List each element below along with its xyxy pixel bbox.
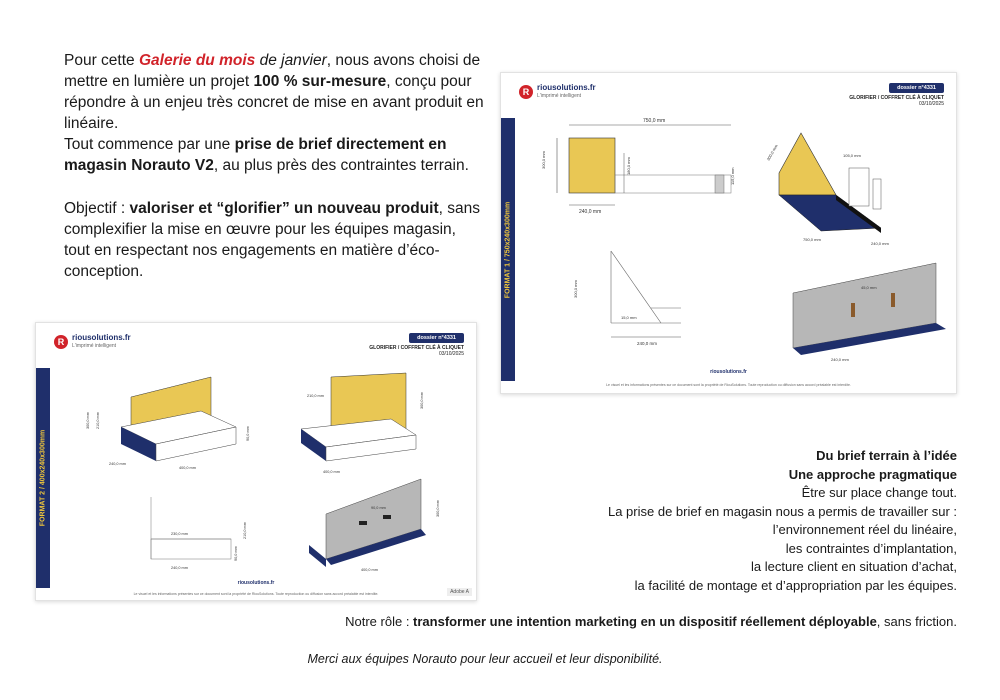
section-subheading: Une approche pragmatique	[788, 466, 957, 482]
format-band: FORMAT 1 / 750x240x300mm	[501, 118, 515, 381]
technical-sheet-format-2	[35, 322, 477, 601]
dim-label: 45,0 mm	[861, 285, 877, 290]
dossier-badge: dossier n°4331	[409, 333, 464, 343]
dim-label: 240,0 mm	[171, 566, 188, 570]
dim-label: 300,0 mm	[541, 151, 546, 169]
dossier-badge: dossier n°4331	[889, 83, 944, 93]
list-item: la lecture client en situation d’achat,	[751, 559, 957, 574]
list-item: la facilité de montage et d’appropriation par les équipes.	[634, 577, 957, 593]
intro-paragraph-1: Pour cette Galerie du mois de janvier, nous avons choisi de mettre en lumière un projet 100 % sur-mesure, conçu pour répondre à un enjeu très concret de mise en avant produit en linéaire.	[64, 52, 484, 132]
role-statement: Notre rôle : transformer une intention marketing en un dispositif réellement déployable, sans friction.	[345, 614, 957, 629]
thanks-note: Merci aux équipes Norauto pour leur accueil et leur disponibilité.	[307, 652, 663, 666]
dim-label: 115,0 mm	[730, 167, 735, 185]
footer-disclaimer: Le visuel et les informations présentes sur ce document sont la propriété de RiouSolutions. Toute reproduction ou diffusion sans accord préalable est interdite.	[133, 592, 379, 596]
intro-paragraph-3: Objectif : valoriser et “glorifier” un nouveau produit, sans complexifier la mise en œuvre pour les équipes magasin, tout en respectant nos engagements en matière d’éco-conception.	[64, 200, 481, 280]
list-item: les contraintes d’implantation,	[785, 540, 957, 556]
dim-label: 210,0 mm	[307, 394, 324, 398]
technical-drawing	[531, 113, 951, 368]
text-line: La prise de brief en magasin nous a permis de travailler sur :	[607, 503, 957, 519]
dim-label: 90,0 mm	[234, 546, 238, 561]
footer-logo: riousolutions.fr	[237, 580, 275, 586]
approach-section	[497, 447, 957, 595]
logo-icon: R	[519, 85, 533, 99]
text-line: Être sur place change tout.	[801, 485, 957, 500]
dim-label: 105,0 mm	[843, 153, 861, 158]
dim-label: 750,0 mm	[803, 237, 821, 242]
adobe-tag: Adobe A	[447, 588, 472, 596]
footer-logo: riousolutions.fr	[710, 369, 747, 375]
dim-label: 90,0 mm	[246, 426, 250, 441]
rio-logo: R riousolutions.fr L'imprimé intelligent	[54, 333, 131, 351]
dim-label: 240,0 mm	[579, 209, 602, 215]
dim-label: 300,0 mm	[573, 280, 578, 298]
dim-label: 300,0 mm	[420, 392, 424, 409]
footer-disclaimer: Le visuel et les informations présentes sur ce document sont la propriété de RiouSolutions. Toute reproduction ou diffusion sans accord préalable est interdite.	[606, 383, 851, 387]
technical-drawing	[61, 349, 471, 574]
section-heading: Du brief terrain à l’idée	[816, 448, 957, 463]
intro-text	[64, 50, 484, 282]
dim-label: 400,0 mm	[179, 466, 196, 470]
dim-label: 180,0 mm	[626, 157, 631, 175]
list-item: l’environnement réel du linéaire,	[772, 522, 957, 537]
dim-label: 750,0 mm	[643, 118, 666, 124]
dim-label: 240,0 mm	[831, 357, 849, 362]
dim-label: 240,0 mm	[637, 341, 658, 346]
dim-label: 240,0 mm	[109, 462, 126, 466]
dim-label: 400,0 mm	[361, 568, 378, 572]
dim-label: 300,0 mm	[86, 412, 90, 429]
rio-logo: R riousolutions.fr L'imprimé intelligent	[519, 83, 596, 101]
format-band: FORMAT 2 / 400x240x300mm	[36, 368, 50, 588]
dim-label: 210,0 mm	[243, 522, 247, 539]
intro-paragraph-2: Tout commence par une prise de brief directement en magasin Norauto V2, au plus près des contraintes terrain.	[64, 136, 469, 174]
sheet-title: GLORIFIER / COFFRET CLÉ À CLIQUET 03/10/2025	[369, 345, 464, 357]
sheet-title: GLORIFIER / COFFRET CLÉ À CLIQUET 03/10/2025	[849, 95, 944, 107]
dim-label: 230,0 mm	[171, 532, 188, 536]
dim-label: 210,0 mm	[96, 412, 100, 429]
dim-label: 400,0 mm	[323, 470, 340, 474]
dim-label: 90,0 mm	[371, 506, 386, 510]
dim-label: 240,0 mm	[871, 241, 889, 246]
gallery-highlight: Galerie du mois	[138, 52, 256, 69]
dim-label: 300,0 mm	[436, 500, 440, 517]
logo-icon: R	[54, 335, 68, 349]
dim-label: 300,0 mm	[765, 143, 779, 162]
technical-sheet-format-1	[500, 72, 957, 394]
dim-label: 15,0 mm	[621, 315, 637, 320]
